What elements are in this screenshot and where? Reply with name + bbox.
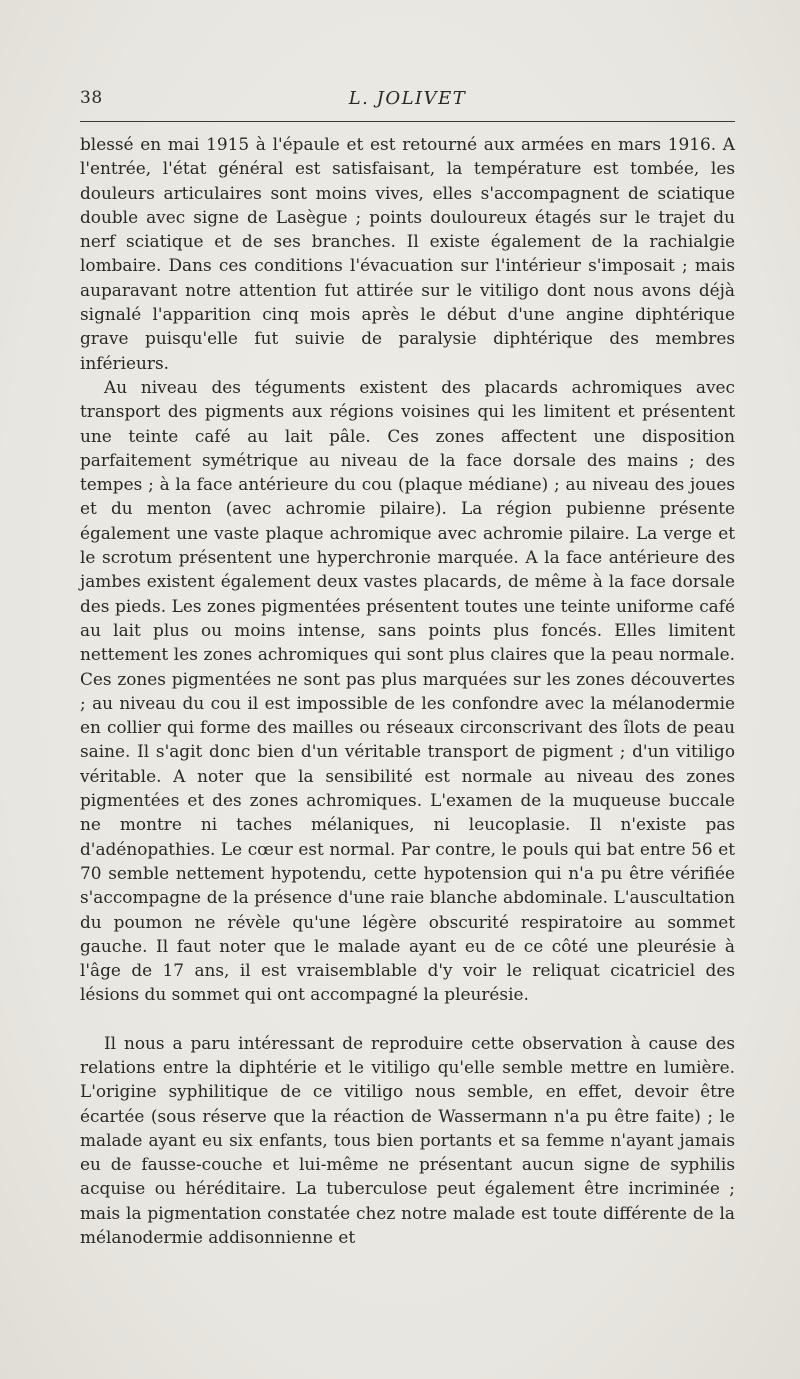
body-text [80,132,735,1249]
page-header [80,88,735,112]
paragraph-discussion: Il nous a paru intéressant de reproduire cette observation à cause des relations entre la diphtérie et le vitiligo qu'elle semble mettre en lumière. L'origine syphilitique de ce vitiligo nous semble, en effet, devoir être écartée (sous réserve que la réaction de Wassermann n'a pu être faite) ; le malade ayant eu six enfants, tous bien portants et sa femme n'ayant jamais eu de fausse-couche et lui-même ne présentant aucun signe de syphilis acquise ou héréditaire. La tuberculose peut également être incriminée ; mais la pigmentation constatée chez notre malade est toute différente de la mélanodermie addisonnienne et [80,1032,735,1248]
header-rule [80,121,735,122]
page-number: 38 [80,88,103,108]
running-head: L. JOLIVET [348,88,467,109]
paragraph-examination: Au niveau des téguments existent des placards achromiques avec transport des pigments aux régions voisines qui les limitent et présentent une teinte café au lait pâle. Ces zones affectent une disposition parfaitement symétrique au niveau de la face dorsale des mains ; des tempes ; à la face antérieure du cou (plaque médiane) ; au niveau des joues et du menton (avec achromie pilaire). La région pubienne présente également une vaste plaque achromique avec achromie pilaire. La verge et le scrotum présentent une hyperchronie marquée. A la face antérieure des jambes existent également deux vastes placards, de même à la face dorsale des pieds. Les zones pigmentées présentent toutes une teinte uniforme café au lait plus ou moins intense, sans points plus foncés. Elles limitent nettement les zones achromiques qui sont plus claires que la peau normale. Ces zones pigmentées ne sont pas plus marquées sur les zones découvertes ; au niveau du cou il est impossible de les confondre avec la mélanodermie en collier qui forme des mailles ou réseaux circonscrivant des îlots de peau saine. Il s'agit donc bien d'un véritable transport de pigment ; d'un vitiligo véritable. A noter que la sensibilité est normale au niveau des zones pigmentées et des zones achromiques. L'examen de la muqueuse buccale ne montre ni taches mélaniques, ni leucoplasie. Il n'existe pas d'adénopathies. Le cœur est normal. Par contre, le pouls qui bat entre 56 et 70 semble nettement hypotendu, cette hypotension qui n'a pu être vérifiée s'accompagne de la présence d'une raie blanche abdominale. L'auscultation du poumon ne révèle qu'une légère obscurité respiratoire au sommet gauche. Il faut noter que le malade ayant eu de ce côté une pleurésie à l'âge de 17 ans, il est vraisemblable d'y voir le reliquat cicatriciel des lésions du sommet qui ont accompagné la pleurésie. [80,376,735,1005]
paragraph-continuation: blessé en mai 1915 à l'épaule et est retourné aux armées en mars 1916. A l'entrée, l'état général est satisfaisant, la température est tombée, les douleurs articulaires sont moins vives, elles s'accompagnent de sciatique double avec signe de Lasègue ; points douloureux étagés sur le trajet du nerf sciatique et de ses branches. Il existe également de la rachialgie lombaire. Dans ces conditions l'évacuation sur l'intérieur s'imposait ; mais auparavant notre attention fut attirée sur le vitiligo dont nous avons déjà signalé l'apparition cinq mois après le début d'une angine diphtérique grave puisqu'elle fut suivie de paralysie diphtérique des membres inférieurs. [80,134,735,373]
